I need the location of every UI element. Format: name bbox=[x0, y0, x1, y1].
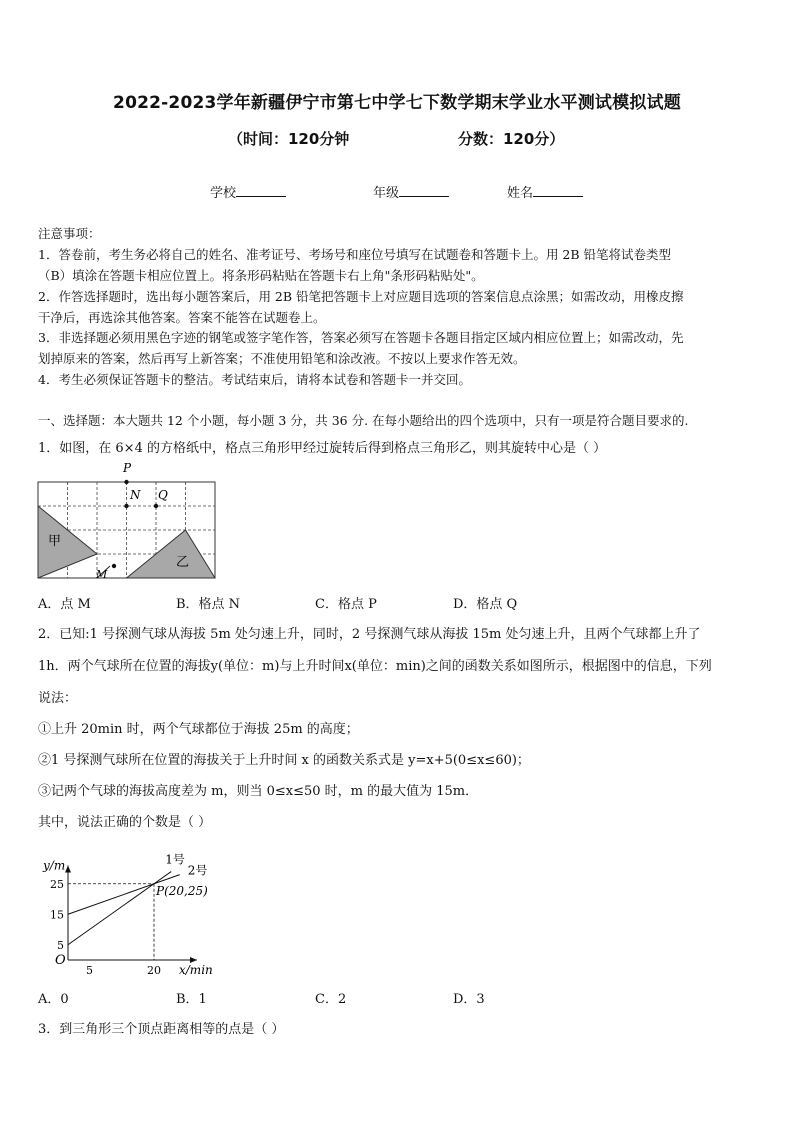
label-p: P bbox=[123, 461, 132, 475]
origin-label: O bbox=[55, 953, 66, 968]
exam-time: （时间：120分钟 bbox=[228, 130, 350, 148]
note-1a: 1．答卷前，考生务必将自己的姓名、准考证号、考场号和座位号填写在试题卷和答题卡上。用 2B 铅笔将试卷类型 bbox=[38, 247, 672, 262]
note-2b: 干净后，再选涂其他答案。答案不能答在试题卷上。 bbox=[38, 310, 326, 325]
point-m bbox=[112, 564, 116, 568]
q1-option-c[interactable]: C．格点 P bbox=[315, 597, 377, 612]
q1-option-b[interactable]: B．格点 N bbox=[176, 597, 241, 612]
x-axis-label: x/min bbox=[179, 963, 213, 977]
q3-stem: 3．到三角形三个顶点距离相等的点是（ ） bbox=[38, 1022, 285, 1037]
y-axis-label: y/m bbox=[43, 858, 66, 873]
school-label: 学校 bbox=[210, 186, 237, 201]
y-axis-arrow bbox=[65, 865, 71, 872]
label-jia: 甲 bbox=[48, 534, 62, 549]
notes-heading: 注意事项： bbox=[38, 226, 101, 241]
q2-line-3: 说法： bbox=[38, 691, 78, 706]
school-field bbox=[210, 182, 286, 201]
name-field bbox=[507, 182, 583, 201]
grade-field bbox=[373, 182, 449, 201]
label-q: Q bbox=[158, 488, 168, 502]
q2-statement-2: ②1 号探测气球所在位置的海拔关于上升时间 x 的函数关系式是 y=x+5(0≤x≤60)； bbox=[38, 753, 530, 768]
q2-option-b[interactable]: B．1 bbox=[176, 992, 207, 1007]
q2-statement-3: ③记两个气球的海拔高度差为 m，则当 0≤x≤50 时，m 的最大值为 15m． bbox=[38, 784, 479, 799]
name-label: 姓名 bbox=[507, 186, 534, 201]
label-n: N bbox=[130, 488, 141, 502]
q2-line-2: 1h．两个气球所在位置的海拔y(单位：m)与上升时间x(单位：min)之间的函数关系如图所示，根据图中的信息，下列 bbox=[38, 659, 712, 674]
label-yi: 乙 bbox=[176, 555, 190, 570]
q2-option-d[interactable]: D．3 bbox=[453, 992, 485, 1007]
note-3a: 3．非选择题必须用黑色字迹的钢笔或签字笔作答，答案必须写在答题卡各题目指定区域内相应位置上；如需改动，先 bbox=[38, 330, 684, 345]
point-n bbox=[124, 504, 128, 508]
y-tick-label: 5 bbox=[57, 938, 64, 952]
series-line-1 bbox=[68, 872, 171, 945]
y-tick-label: 25 bbox=[50, 877, 64, 891]
x-tick-label: 5 bbox=[86, 964, 93, 977]
x-tick-label: 20 bbox=[147, 964, 161, 977]
grade-blank[interactable] bbox=[399, 184, 449, 197]
series-label-2: 2号 bbox=[187, 863, 208, 878]
page-title: 2022-2023学年新疆伊宁市第七中学七下数学期末学业水平测试模拟试题 bbox=[113, 93, 681, 113]
q2-question: 其中，说法正确的个数是（ ） bbox=[38, 815, 212, 830]
note-1b: （B）填涂在答题卡相应位置上。将条形码粘贴在答题卡右上角"条形码粘贴处"。 bbox=[38, 268, 484, 283]
label-m: M bbox=[96, 568, 108, 581]
q2-line-1: 2．已知:1 号探测气球从海拔 5m 处匀速上升，同时，2 号探测气球从海拔 15m 处匀速上升，且两个气球都上升了 bbox=[38, 627, 701, 642]
q2-option-c[interactable]: C．2 bbox=[315, 992, 347, 1007]
q1-option-a[interactable]: A．点 M bbox=[38, 597, 91, 612]
q1-option-d[interactable]: D．格点 Q bbox=[453, 597, 518, 612]
point-p-label: P(20,25) bbox=[156, 883, 208, 898]
q1-grid-figure bbox=[30, 458, 230, 588]
q2-statement-1: ①上升 20min 时，两个气球都位于海拔 25m 的高度； bbox=[38, 722, 359, 737]
y-tick-label: 15 bbox=[50, 908, 64, 922]
series-label-1: 1号 bbox=[165, 852, 185, 867]
point-q bbox=[154, 504, 158, 508]
note-2a: 2．作答选择题时，选出每小题答案后，用 2B 铅笔把答题卡上对应题目选项的答案信息点涂黑；如需改动，用橡皮擦 bbox=[38, 289, 684, 304]
name-blank[interactable] bbox=[533, 184, 583, 197]
q2-line-chart bbox=[38, 842, 213, 977]
exam-score: 分数：120分） bbox=[458, 130, 565, 148]
note-3b: 划掉原来的答案，然后再写上新答案；不准使用铅笔和涂改液。不按以上要求作答无效。 bbox=[38, 351, 526, 366]
school-blank[interactable] bbox=[236, 184, 286, 197]
q2-option-a[interactable]: A．0 bbox=[38, 992, 69, 1007]
q1-stem: 1．如图，在 6×4 的方格纸中，格点三角形甲经过旋转后得到格点三角形乙，则其旋转中心是（ ） bbox=[38, 441, 607, 456]
note-4: 4．考生必须保证答题卡的整洁。考试结束后，请将本试卷和答题卡一并交回。 bbox=[38, 372, 471, 387]
section-heading: 一、选择题：本大题共 12 个小题，每小题 3 分，共 36 分. 在每小题给出的四个选项中，只有一项是符合题目要求的. bbox=[38, 413, 689, 428]
point-p bbox=[124, 480, 128, 484]
grade-label: 年级 bbox=[373, 186, 400, 201]
